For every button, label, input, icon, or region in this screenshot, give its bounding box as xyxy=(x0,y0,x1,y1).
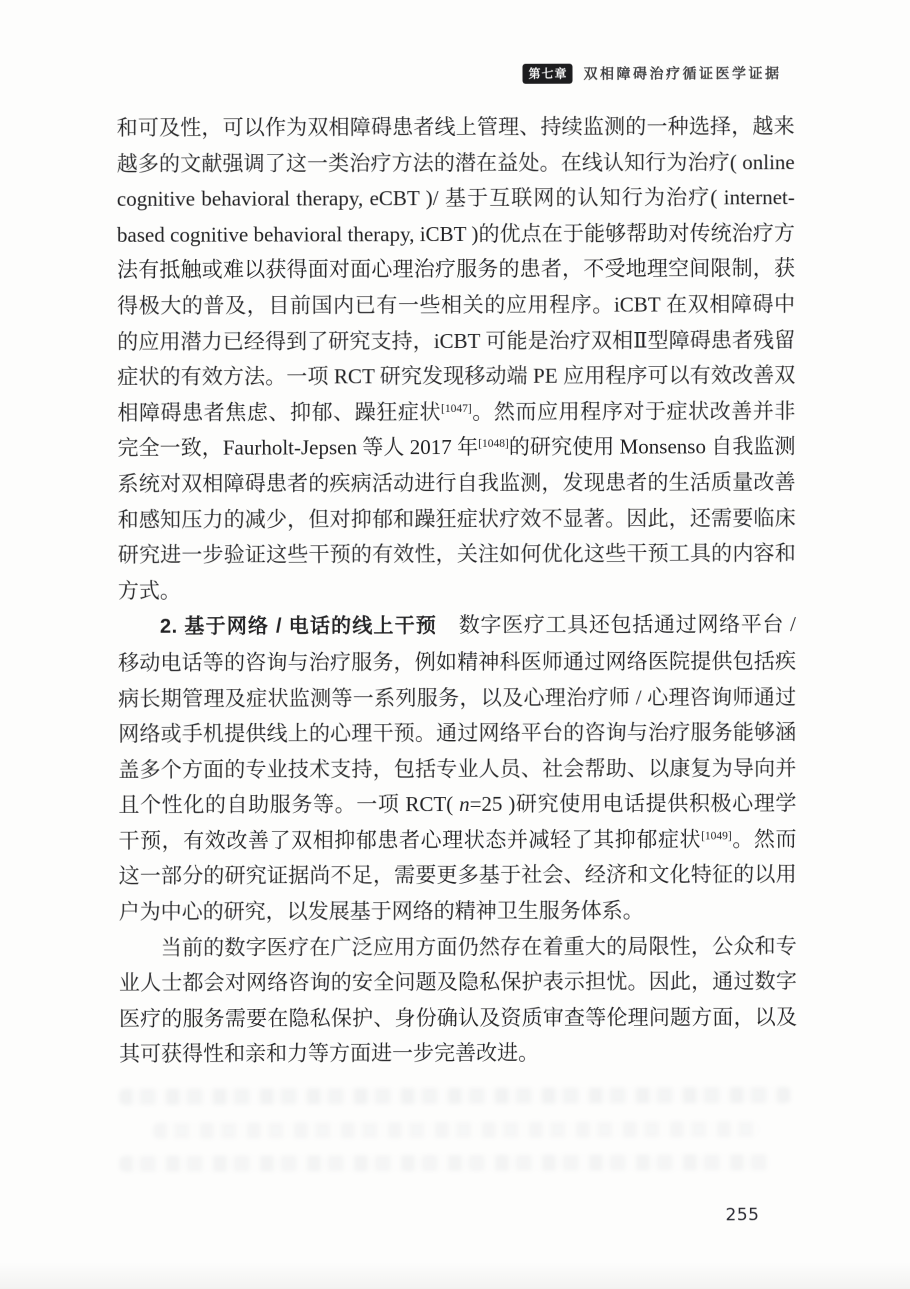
statistic-variable: n xyxy=(459,792,470,817)
bleedthrough-line xyxy=(153,1121,761,1139)
reference-superscript: [1048] xyxy=(478,438,509,451)
paragraph: 和可及性，可以作为双相障碍患者线上管理、持续监测的一种选择，越来越多的文献强调了这一类治疗方法的潜在益处。在线认知行为治疗( online cognitive behavioral therapy, eCBT )/ 基于互联网的认知行为治疗( internet-based cognitive behavioral therapy, iCBT )的优点在于能够帮助对传统治疗方法有抵触或难以获得面对面心理治疗服务的患者，不受地理空间限制，获得极大的普及，目前国内已有一些相关的应用程序。iCBT 在双相障碍中的应用潜力已经得到了研究支持，iCBT 可能是治疗双相Ⅱ型障碍患者残留症状的有效方法。一项 RCT 研究发现移动端 PE 应用程序可以有效改善双相障碍患者焦虑、抑郁、躁狂症状[1047]。然而应用程序对于症状改善并非完全一致，Faurholt-Jepsen 等人 2017 年[1048]的研究使用 Monsenso 自我监测系统对双相障碍患者的疾病活动进行自我监测，发现患者的生活质量改善和感知压力的减少，但对抑郁和躁狂症状疗效不显著。因此，还需要临床研究进一步验证这些干预的有效性，关注如何优化这些干预工具的内容和方式。 xyxy=(116,114,796,603)
section-heading: 2. 基于网络 / 电话的线上干预 xyxy=(159,615,438,639)
paragraph: 2. 基于网络 / 电话的线上干预 数字医疗工具还包括通过网络平台 / 移动电话等的咨询与治疗服务，例如精神科医师通过网络医院提供包括疾病长期管理及症状监测等一系列服务，以及心理治疗师 / 心理咨询师通过网络或手机提供线上的心理干预。通过网络平台的咨询与治疗服务能够涵盖多个方面的专业技术支持，包括专业人员、社会帮助、以康复为导向并且个性化的自助服务等。一项 RCT( n=25 )研究使用电话提供积极心理学干预，有效改善了双相抑郁患者心理状态并减轻了其抑郁症状[1049]。然而这一部分的研究证据尚不足，需要更多基于社会、经济和文化特征的以用户为中心的研究，以发展基于网络的精神卫生服务体系。 xyxy=(118,612,797,924)
bleedthrough-line xyxy=(119,1087,791,1105)
body-text xyxy=(117,109,798,1073)
reference-superscript: [1049] xyxy=(701,830,732,843)
bleedthrough-line xyxy=(119,1154,769,1172)
running-header xyxy=(522,63,781,84)
chapter-title: 双相障碍治疗循证医学证据 xyxy=(583,65,782,82)
paragraph: 当前的数字医疗在广泛应用方面仍然存在着重大的局限性，公众和专业人士都会对网络咨询的安全问题及隐私保护表示担忧。因此，通过数字医疗的服务需要在隐私保护、身份确认及资质审查等伦理问题方面，以及其可获得性和亲和力等方面进一步完善改进。 xyxy=(118,933,798,1067)
page-number: 255 xyxy=(725,1205,760,1226)
chapter-badge: 第七章 xyxy=(522,64,572,84)
reference-superscript: [1047] xyxy=(441,402,472,415)
